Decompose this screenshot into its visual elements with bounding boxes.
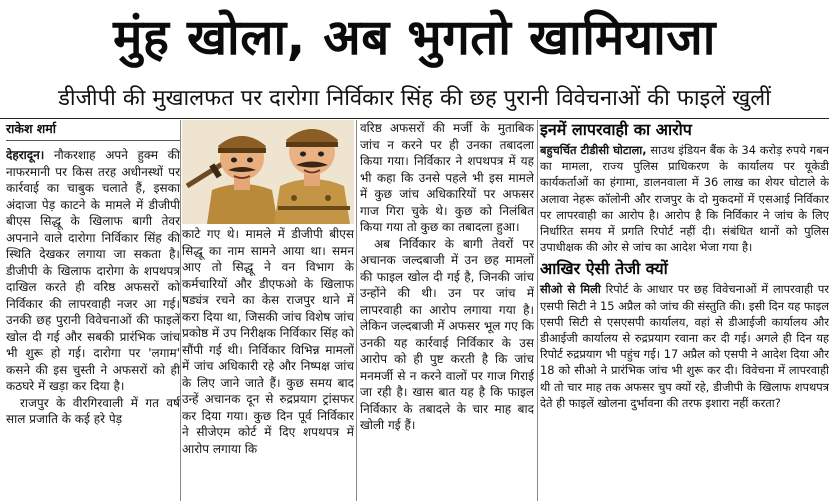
sidebar-lead-1: बहुचर्चित टीडीसी घोटाला, [540, 143, 647, 157]
sidebar-text-1: साउथ इंडियन बैंक के 34 करोड़ रुपये गबन का मामला, राज्य पुलिस प्राधिकरण के कार्यालय पर यूकेडी कार्यकर्ताओं का हंगामा, डालनवाला में 36 लाख का शेयर घोटाले के अलावा नेहरू कॉलोनी और राजपुर के दो मुकदमों में एसआई निर्विकार पर लापरवाही का आरोप है। आरोप है कि निर्विकार ने जांच के लिए निर्धारित समय में प्रगति रिपोर्ट नहीं दी। संबंधित थानों को पुलिस उपाधीक्षक की ओर से जांच का आदेश भेजा गया है। [540, 143, 829, 255]
column-2-paragraph-1: काटे गए थे। मामले में डीजीपी बीएस सिद्धू का नाम सामने आया था। समन आए तो सिद्धू ने वन विभाग के कर्मचारियों और डीएफओ के खिलाफ षड्यंत्र रचने का केस राजपुर थाने में करा दिया था, जिसकी जांच विशेष जांच प्रकोष्ठ में उप निरीक्षक निर्विकार सिंह को सौंपी गई थी। निर्विकार विभिन्न मामलों में जांच अधिकारी रहे और निष्पक्ष जांच के लिए जाने जाते हैं। कुछ समय बाद उन्हें अचानक दून से रुद्रप्रयाग ट्रांसफर कर दिया गया। कुछ दिन पूर्व निर्विकार ने सीजेएम कोर्ट में दिए शपथपत्र में आरोप लगाया कि [182, 227, 354, 456]
byline: राकेश शर्मा [6, 121, 57, 136]
sidebar-heading-1: इनमें लापरवाही का आरोप [540, 120, 692, 139]
column-1-paragraph-2: राजपुर के वीरगिरवाली में गत वर्ष साल प्रजाति के कई हरे पेड़ [6, 395, 180, 426]
article-column-2 [182, 226, 354, 501]
column-1-paragraph-1: नौकरशाह अपने हुक्म की नाफरमानी पर किस तरह अधीनस्थों पर कार्रवाई का चाबुक चलाते हैं, इसका अंदाजा पेड़ काटने के मामले में डीजीपी बीएस सिद्धू के खिलाफ बागी तेवर अपनाने वाले दारोगा निर्विकार सिंह की स्थिति देखकर लगाया जा सकता है। डीजीपी के खिलाफ दारोगा के शपथपत्र दाखिल करते ही वरिष्ठ अफसरों को निर्विकार की लापरवाही नजर आ गई। उनकी छह पुरानी विवेचनाओं की फाइलें खोल दी गई और सबकी प्रारंभिक जांच भी शुरू हो गई। दारोगा पर 'लगाम' कसने की इस चुस्ती ने अफसरों को ही कठघरे में खड़ा कर दिया है। [6, 148, 180, 393]
column-divider [356, 120, 357, 501]
column-divider [180, 120, 181, 501]
sidebar-lead-2: सीओ से मिली [540, 282, 601, 297]
header-divider [0, 118, 829, 119]
sidebar-paragraph-2 [540, 281, 829, 411]
headline: मुंह खोला, अब भुगतो खामियाजा [113, 9, 716, 66]
article-column-1 [6, 140, 180, 500]
sidebar-paragraph-1 [540, 142, 829, 255]
article-column-3 [360, 120, 534, 500]
column-3-paragraph-1: वरिष्ठ अफसरों की मर्जी के मुताबिक जांच न करने पर ही उनका तबादला किया गया। निर्विकार ने शपथपत्र में यह भी कहा कि उनसे पहले भी इस मामले में कुछ जांच अधिकारियों पर अफसर गाज गिरा चुके थे। कुछ को निलंबित किया गया तो कुछ का तबादला हुआ। [360, 121, 534, 234]
column-divider [537, 120, 538, 501]
sidebar-box [540, 120, 829, 501]
dateline: देहरादून। [6, 148, 45, 162]
sidebar-text-2: रिपोर्ट के आधार पर छह विवेचनाओं में लापरवाही पर एसपी सिटी ने 15 अप्रैल को जांच की संस्तुति की। इसी दिन यह फाइल एसपी सिटी से एसएसपी कार्यालय, वहां से डीआईजी कार्यालय और डीआईजी कार्यालय से रुद्रप्रयाग रवाना कर दी गई। अगले ही दिन यह रिपोर्ट रुद्रप्रयाग भी पहुंच गई। 17 अप्रैल को एसपी ने आदेश दिया और 18 को सीओ ने प्रारंभिक जांच भी शुरू कर दी। विवेचना में लापरवाही थी तो चार माह तक अफसर चुप क्यों रहे, डीजीपी के खिलाफ शपथपत्र देते ही फाइलें खोलना दुर्भावना की तरफ इशारा नहीं करता? [540, 282, 829, 410]
column-1-text [6, 147, 180, 395]
police-cartoon-illustration [182, 120, 354, 224]
sidebar-heading-2: आखिर ऐसी तेजी क्यों [540, 259, 668, 279]
subheadline: डीजीपी की मुखालफत पर दारोगा निर्विकार सिंह की छह पुरानी विवेचनाओं की फाइलें खुलीं [58, 86, 771, 111]
police-cartoon-image [182, 120, 354, 224]
column-3-paragraph-2: अब निर्विकार के बागी तेवरों पर अचानक जल्दबाजी में उन छह मामलों की फाइल खोल दी गई है, जिनकी जांच उन्होंने की थी। उन पर जांच में लापरवाही का आरोप लगाया गया है। लेकिन जल्दबाजी में अफसर भूल गए कि उनकी यह कार्रवाई निर्विकार के उस आरोप को ही पुष्ट करती है कि जांच मनमर्जी से न करने वालों पर गाज गिराई जा रही है। खास बात यह है कि फाइल निर्विकार के तबादले के चार माह बाद खोली गई हैं। [360, 236, 534, 432]
